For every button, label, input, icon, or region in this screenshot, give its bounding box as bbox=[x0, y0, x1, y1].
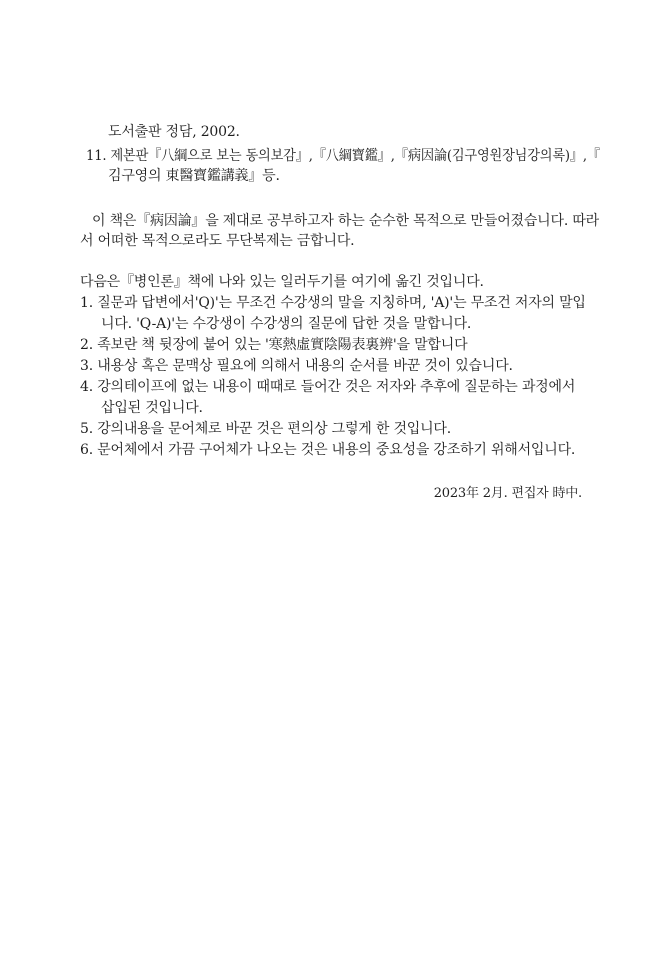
guideline-item-3: 3. 내용상 혹은 문맥상 필요에 의해서 내용의 순서를 바꾼 것이 있습니다. bbox=[80, 358, 513, 374]
editor-signature: 2023年 2月. 편집자 時中. bbox=[433, 486, 582, 501]
guidelines-intro: 다음은『병인론』책에 나와 있는 일러두기를 여기에 옮긴 것입니다. bbox=[80, 274, 484, 290]
reference-10-continuation: 도서출판 정담, 2002. bbox=[108, 124, 240, 140]
guideline-item-4: 4. 강의테이프에 없는 내용이 때때로 들어간 것은 저자와 추후에 질문하는 과정에서 bbox=[80, 379, 576, 395]
guideline-item-4-continuation: 삽입된 것입니다. bbox=[101, 400, 203, 416]
guideline-item-1: 1. 질문과 답변에서'Q)'는 무조건 수강생의 말을 지칭하며, 'A)'는 무조건 저자의 말입 bbox=[80, 295, 586, 311]
reference-item-11: 11. 제본판『八綱으로 보는 동의보감』,『八綱寶鑑』,『病因論(김구영원장님강의록)』,『 bbox=[86, 148, 600, 164]
reference-item-11-continuation: 김구영의 東醫寶鑑講義』등. bbox=[108, 168, 280, 184]
guideline-item-1-continuation: 니다. 'Q-A)'는 수강생이 수강생의 질문에 답한 것을 말합니다. bbox=[101, 316, 472, 332]
copyright-notice-line2: 서 어떠한 목적으로라도 무단복제는 금합니다. bbox=[80, 233, 355, 249]
guideline-item-2: 2. 족보란 책 뒷장에 붙어 있는 '寒熱虛實陰陽表裏辨'을 말합니다 bbox=[80, 337, 468, 353]
copyright-notice-line1: 이 책은『病因論』을 제대로 공부하고자 하는 순수한 목적으로 만들어졌습니다. 따라 bbox=[92, 213, 599, 229]
guideline-item-5: 5. 강의내용을 문어체로 바꾼 것은 편의상 그렇게 한 것입니다. bbox=[80, 421, 451, 437]
guideline-item-6: 6. 문어체에서 가끔 구어체가 나오는 것은 내용의 중요성을 강조하기 위해서입니다. bbox=[80, 442, 576, 458]
